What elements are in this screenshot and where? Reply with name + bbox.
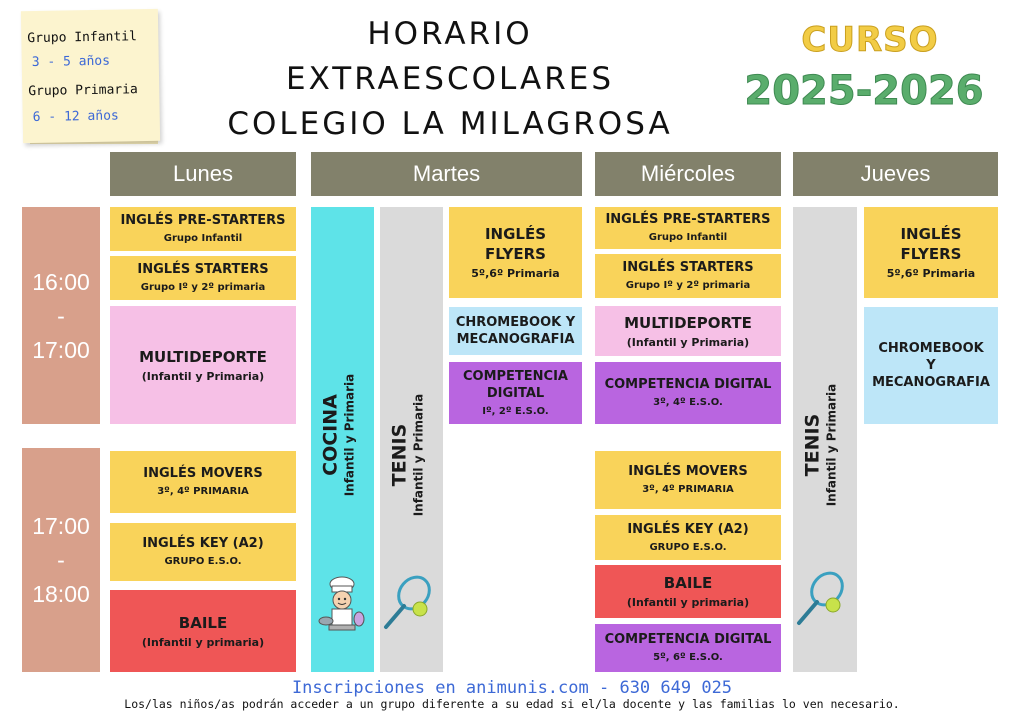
registration-info: Inscripciones en animunis.com - 630 649 025 xyxy=(291,678,733,698)
tennis-racket-icon xyxy=(795,569,851,627)
tennis-racket-icon xyxy=(382,573,438,631)
time-slot-2 xyxy=(22,448,100,672)
martes-chromebook xyxy=(449,307,582,355)
time-slot-2-end: 18:00 xyxy=(32,581,90,607)
activity-title: COCINA xyxy=(319,394,342,476)
time-slot-1-separator: - xyxy=(57,302,65,329)
martes-ingles-flyers xyxy=(449,207,582,298)
activity-group: Grupo Iº y 2º primaria xyxy=(625,280,751,291)
activity-title: INGLÉS FLYERS xyxy=(900,225,962,263)
title-line-2: EXTRAESCOLARES xyxy=(285,61,614,97)
martes-cocina xyxy=(311,207,374,672)
activity-title: INGLÉS PRE-STARTERS xyxy=(605,212,771,227)
activity-title: COMPETENCIA DIGITAL xyxy=(604,377,772,392)
activity-title: INGLÉS MOVERS xyxy=(628,464,748,479)
time-slot-2-separator: - xyxy=(57,547,65,573)
activity-group: (Infantil y Primaria) xyxy=(626,335,750,349)
cocina-label xyxy=(320,304,366,567)
lunes-ingles-pre-starters xyxy=(110,207,296,251)
activity-title: TENIS xyxy=(801,413,824,477)
course-years: 2025-2026 xyxy=(744,68,984,114)
activity-title: INGLÉS FLYERS xyxy=(484,225,547,263)
martes-tenis xyxy=(380,207,443,672)
activity-group: Grupo Infantil xyxy=(648,232,728,243)
activity-group: Infantil y Primaria xyxy=(411,393,426,517)
activity-group: 3º, 4º E.S.O. xyxy=(653,397,723,408)
activity-title: BAILE xyxy=(178,613,228,632)
activity-group: Grupo Iº y 2º primaria xyxy=(140,282,266,293)
time-slot-1-end: 17:00 xyxy=(32,336,90,363)
course-label: CURSO xyxy=(801,20,939,60)
day-header-jueves: Jueves xyxy=(793,152,998,196)
activity-title: COMPETENCIA DIGITAL xyxy=(462,368,568,401)
day-header-miercoles: Miércoles xyxy=(595,152,781,196)
title-line-1: HORARIO xyxy=(367,16,533,52)
activity-group: 3º, 4º PRIMARIA xyxy=(157,486,249,497)
activity-title: INGLÉS STARTERS xyxy=(137,262,269,277)
miercoles-ingles-pre-starters xyxy=(595,207,781,249)
activity-group: 5º,6º Primaria xyxy=(471,267,560,280)
miercoles-ingles-key xyxy=(595,515,781,560)
title-line-3: COLEGIO LA MILAGROSA xyxy=(227,106,673,142)
activity-group: 3º, 4º PRIMARIA xyxy=(642,484,734,495)
activity-group: Grupo Infantil xyxy=(163,233,243,244)
tenis-label xyxy=(389,324,435,587)
day-header-martes: Martes xyxy=(311,152,582,196)
activity-group: (Infantil y Primaria) xyxy=(141,369,265,383)
activity-title: CHROMEBOOK Y MECANOGRAFIA xyxy=(872,341,990,390)
activity-title: INGLÉS KEY (A2) xyxy=(142,536,264,551)
martes-competencia-digital xyxy=(449,362,582,424)
group-note: Los/las niños/as podrán acceder a un grupo diferente a su edad si el/la docente y las familias lo ven necesario. xyxy=(124,697,900,711)
activity-group: 5º, 6º E.S.O. xyxy=(653,652,723,663)
lunes-multideporte xyxy=(110,306,296,424)
age-groups-note xyxy=(21,9,160,143)
time-slot-1-start: 16:00 xyxy=(32,268,90,295)
activity-title: INGLÉS MOVERS xyxy=(143,466,263,481)
activity-group: (Infantil y primaria) xyxy=(626,596,750,609)
time-slot-1 xyxy=(22,207,100,424)
activity-group: Infantil y Primaria xyxy=(824,383,839,507)
miercoles-competencia-digital-5-6 xyxy=(595,624,781,672)
jueves-chromebook xyxy=(864,307,998,424)
activity-title: TENIS xyxy=(388,423,411,487)
jueves-ingles-flyers xyxy=(864,207,998,298)
lunes-ingles-starters xyxy=(110,256,296,300)
group-infantil-ages: 3 - 5 años xyxy=(31,53,111,71)
group-primaria-label: Grupo Primaria xyxy=(28,82,138,100)
activity-title: CHROMEBOOK Y MECANOGRAFIA xyxy=(455,315,576,347)
activity-group: GRUPO E.S.O. xyxy=(164,556,242,567)
activity-title: BAILE xyxy=(663,574,713,592)
lunes-ingles-key xyxy=(110,523,296,581)
tenis-label xyxy=(802,314,848,577)
activity-title: COMPETENCIA DIGITAL xyxy=(604,632,772,647)
activity-title: INGLÉS STARTERS xyxy=(622,260,754,275)
activity-group: 5º,6º Primaria xyxy=(886,267,976,280)
activity-group: Iº, 2º E.S.O. xyxy=(482,405,549,417)
miercoles-baile xyxy=(595,565,781,618)
activity-title: INGLÉS KEY (A2) xyxy=(627,521,749,537)
activity-group: (Infantil y primaria) xyxy=(141,635,265,649)
lunes-baile xyxy=(110,590,296,672)
activity-title: MULTIDEPORTE xyxy=(139,347,267,366)
group-primaria-ages: 6 - 12 años xyxy=(32,108,119,126)
activity-group: GRUPO E.S.O. xyxy=(649,541,727,553)
miercoles-competencia-digital-3-4 xyxy=(595,362,781,424)
miercoles-ingles-starters xyxy=(595,254,781,298)
jueves-tenis xyxy=(793,207,857,672)
group-infantil-label: Grupo Infantil xyxy=(27,29,138,47)
miercoles-ingles-movers xyxy=(595,451,781,509)
activity-group: Infantil y Primaria xyxy=(342,373,357,497)
lunes-ingles-movers xyxy=(110,451,296,513)
miercoles-multideporte xyxy=(595,306,781,356)
time-slot-2-start: 17:00 xyxy=(32,513,90,539)
activity-title: INGLÉS PRE-STARTERS xyxy=(120,213,286,228)
activity-title: MULTIDEPORTE xyxy=(624,313,752,332)
day-header-lunes: Lunes xyxy=(110,152,296,196)
chef-icon xyxy=(317,575,367,633)
